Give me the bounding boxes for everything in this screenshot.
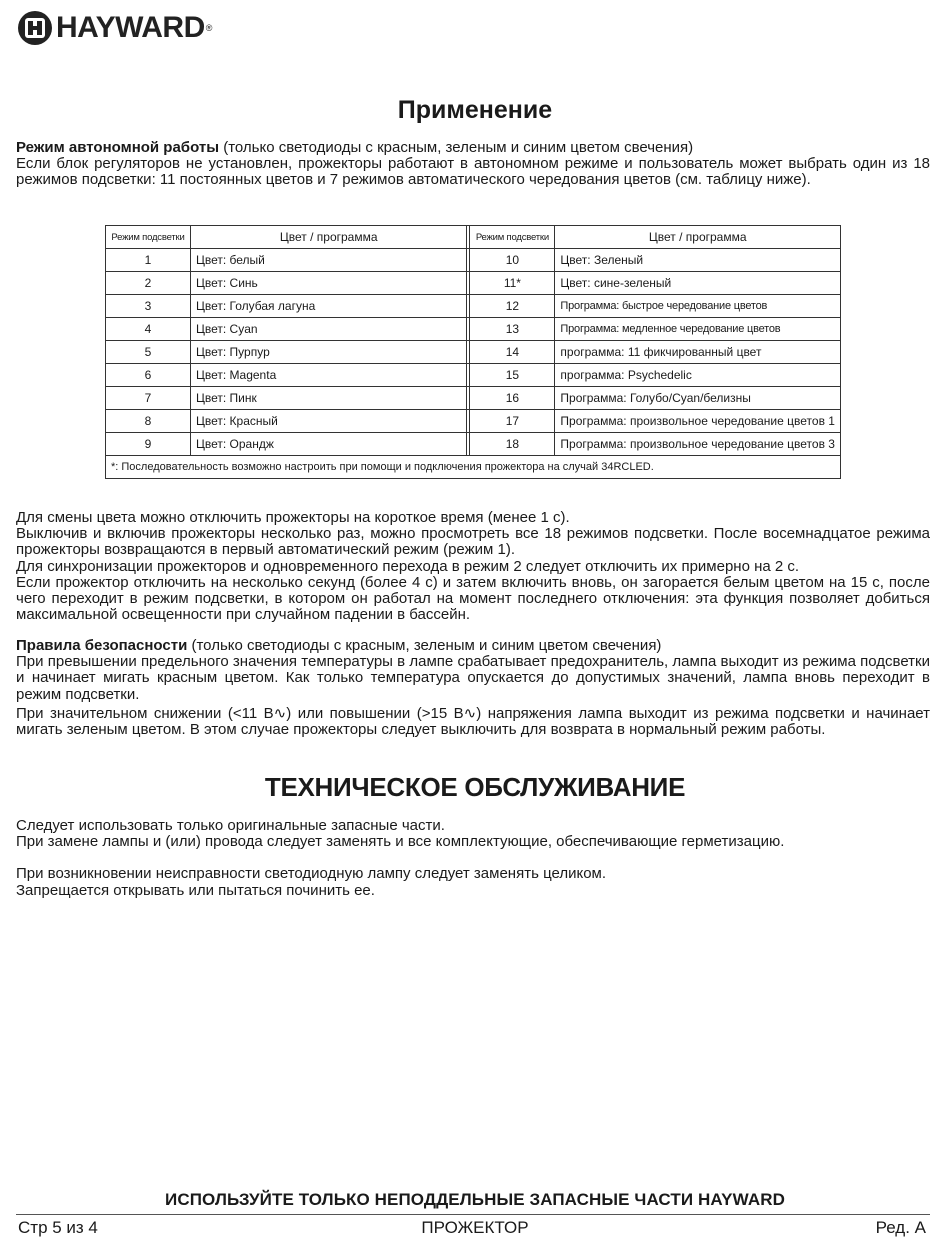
footer-doc-name: ПРОЖЕКТОР — [421, 1218, 529, 1237]
hayward-h-logo-icon — [18, 11, 52, 45]
autonomous-heading: Режим автономной работы — [16, 139, 220, 156]
table-row — [106, 387, 841, 410]
safety-section — [16, 638, 930, 738]
left-mode: 9 — [106, 433, 191, 456]
brand-reg-mark: ® — [205, 23, 213, 33]
paragraph: Для смены цвета можно отключить прожекторы на короткое время (менее 1 с). — [16, 509, 570, 526]
left-color: Цвет: Пурпур — [190, 341, 466, 364]
left-color: Цвет: Голубая лагуна — [190, 295, 466, 318]
left-color: Цвет: белый — [190, 249, 466, 272]
autonomous-text: Если блок регуляторов не установлен, прожекторы работают в автономном режиме и пользователь может выбрать один из 18 режимов подсветки: 11 постоянных цветов и 7 режимов автоматического чередования цветов (см. таблицу ниже). — [16, 155, 930, 189]
footer-page-number: Стр 5 из 4 — [18, 1218, 98, 1237]
right-mode: 12 — [470, 295, 555, 318]
safety-paragraph-2: При значительном снижении (<11 В∿) или повышении (>15 В∿) напряжения лампа выходит из режима подсветки и начинает мигать зеленым цветом. В этом случае прожекторы следует выключить для возврата в нормальный режим работы. — [16, 704, 930, 739]
left-color: Цвет: Орандж — [190, 433, 466, 456]
right-color: программа: Psychedelic — [555, 364, 841, 387]
table-row — [106, 318, 841, 341]
table-footnote-row — [106, 456, 841, 479]
right-mode: 10 — [470, 249, 555, 272]
left-color: Цвет: Magenta — [190, 364, 466, 387]
col-mode-right: Режим подсветки — [470, 226, 555, 249]
right-mode: 18 — [470, 433, 555, 456]
left-mode: 8 — [106, 410, 191, 433]
left-mode: 6 — [106, 364, 191, 387]
right-color: Программа: медленное чередование цветов — [555, 318, 841, 341]
right-mode: 15 — [470, 364, 555, 387]
table-row — [106, 433, 841, 456]
footer-divider — [16, 1214, 930, 1215]
brand-name: HAYWARD — [56, 11, 205, 44]
table-row — [106, 249, 841, 272]
right-color: программа: 11 фикчированный цвет — [555, 341, 841, 364]
left-color: Цвет: Красный — [190, 410, 466, 433]
col-mode-left: Режим подсветки — [106, 226, 191, 249]
table-row — [106, 295, 841, 318]
right-mode: 13 — [470, 318, 555, 341]
left-mode: 5 — [106, 341, 191, 364]
right-color: Программа: произвольное чередование цветов 1 — [555, 410, 841, 433]
maintenance-line-1: Следует использовать только оригинальные запасные части. — [16, 817, 445, 834]
maintenance-line-4: Запрещается открывать или пытаться починить ее. — [16, 881, 375, 899]
left-mode: 2 — [106, 272, 191, 295]
left-mode: 3 — [106, 295, 191, 318]
right-color: Цвет: Зеленый — [555, 249, 841, 272]
left-mode: 1 — [106, 249, 191, 272]
maintenance-title: ТЕХНИЧЕСКОЕ ОБСЛУЖИВАНИЕ — [264, 772, 686, 802]
left-color: Цвет: Пинк — [190, 387, 466, 410]
col-color-left: Цвет / программа — [190, 226, 466, 249]
table-row — [106, 364, 841, 387]
brand-logo — [18, 10, 212, 46]
safety-paragraph-1: При превышении предельного значения температуры в лампе срабатывает предохранитель, лампа выходит из режима подсветки и начинает мигать красным цветом. Как только температура опускается до допустимых значений, лампа вновь переходит в режим подсветки. — [16, 653, 930, 703]
autonomous-heading-note: (только светодиоды с красным, зеленым и синим цветом свечения) — [219, 139, 694, 156]
left-mode: 4 — [106, 318, 191, 341]
right-color: Программа: Голубо/Cyan/белизны — [555, 387, 841, 410]
right-mode: 14 — [470, 341, 555, 364]
right-color: Программа: произвольное чередование цветов 3 — [555, 433, 841, 456]
col-color-right: Цвет / программа — [555, 226, 841, 249]
table-footnote: *: Последовательность возможно настроить при помощи и подключения прожектора на случай 34RCLED. — [106, 456, 841, 479]
maintenance-section — [16, 818, 930, 899]
right-mode: 16 — [470, 387, 555, 410]
table-row — [106, 272, 841, 295]
right-mode: 17 — [470, 410, 555, 433]
right-color: Программа: быстрое чередование цветов — [555, 295, 841, 318]
autonomous-section — [16, 140, 930, 189]
table-row — [106, 341, 841, 364]
modes-table — [105, 225, 841, 479]
color-change-section — [16, 510, 930, 623]
table-row — [106, 410, 841, 433]
maintenance-line-2: При замене лампы и (или) провода следует заменять и все комплектующие, обеспечивающие герметизацию. — [16, 833, 785, 851]
maintenance-line-3: При возникновении неисправности светодиодную лампу следует заменять целиком. — [16, 865, 607, 883]
page-title: Применение — [397, 96, 553, 124]
paragraph: Выключив и включив прожекторы несколько раз, можно просмотреть все 18 режимов подсветки. После восемнадцатое режима прожекторы возвращаются в первый автоматический режим (режим 1). — [16, 525, 930, 559]
safety-heading: Правила безопасности — [16, 637, 188, 654]
safety-heading-note: (только светодиоды с красным, зеленым и синим цветом свечения) — [187, 637, 662, 654]
right-color: Цвет: сине-зеленый — [555, 272, 841, 295]
right-mode: 11* — [470, 272, 555, 295]
left-mode: 7 — [106, 387, 191, 410]
left-color: Цвет: Cyan — [190, 318, 466, 341]
genuine-parts-banner: ИСПОЛЬЗУЙТЕ ТОЛЬКО НЕПОДДЕЛЬНЫЕ ЗАПАСНЫЕ ЧАСТИ HAYWARD — [165, 1190, 785, 1209]
footer-revision: Ред. А — [875, 1218, 926, 1237]
paragraph: Для синхронизации прожекторов и одновременного перехода в режим 2 следует отключить их примерно на 2 с. — [16, 557, 800, 575]
left-color: Цвет: Синь — [190, 272, 466, 295]
paragraph: Если прожектор отключить на несколько секунд (более 4 с) и затем включить вновь, он загорается белым цветом на 15 с, после чего переходит в режим подсветки, в котором он работал на момент последнего отключения: эта функция позволяет добиться максимальной освещенности при случайном падении в бассейн. — [16, 573, 930, 624]
table-header-row — [106, 226, 841, 249]
